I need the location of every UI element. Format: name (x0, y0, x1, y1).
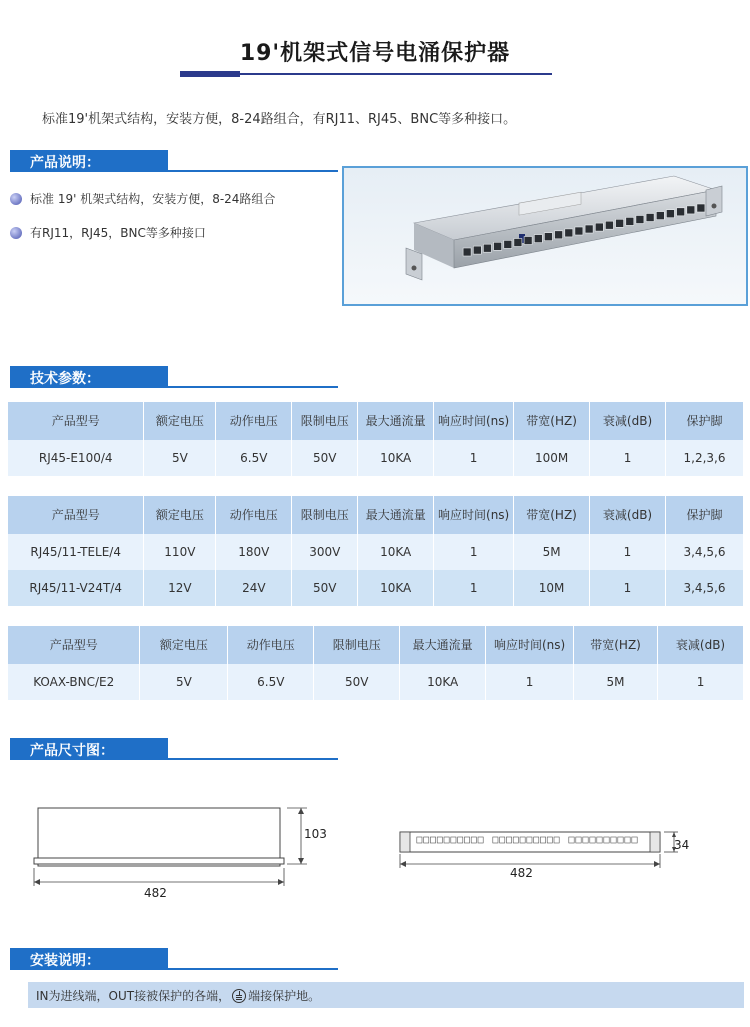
table-header-cell: 最大通流量 (400, 626, 486, 664)
table-cell: 5V (144, 440, 216, 476)
rj45-port-icon (483, 244, 491, 252)
table-row (8, 534, 744, 570)
front-port-icon (554, 837, 559, 843)
ground-icon (232, 989, 246, 1003)
rj45-port-icon (646, 214, 654, 222)
front-port-icon (540, 837, 545, 843)
table-cell: RJ45/11-TELE/4 (8, 534, 144, 570)
table-cell: 1 (590, 570, 666, 606)
table-cell: 1 (658, 664, 744, 700)
table-header-cell: 衰减(dB) (590, 402, 666, 440)
front-port-icon (424, 837, 429, 843)
front-view-drawing (392, 828, 692, 878)
table-cell: 50V (314, 664, 400, 700)
table-cell: 10KA (358, 570, 434, 606)
table-header-cell: 最大通流量 (358, 496, 434, 534)
front-port-icon (625, 837, 630, 843)
table-header-row (8, 402, 744, 440)
bullet-dot-icon (10, 227, 22, 239)
table-cell: 5M (574, 664, 658, 700)
table-cell: 1 (590, 440, 666, 476)
front-port-icon (464, 837, 469, 843)
table-cell: 100M (514, 440, 590, 476)
table-header-cell: 动作电压 (228, 626, 314, 664)
front-port-icon (478, 837, 483, 843)
side-view-drawing (25, 800, 325, 900)
front-port-icon (520, 837, 525, 843)
table-header-cell: 额定电压 (140, 626, 228, 664)
table-header-cell: 带宽(HZ) (574, 626, 658, 664)
table-cell: 5M (514, 534, 590, 570)
table-cell: 1 (434, 534, 514, 570)
table-header-cell: 响应时间(ns) (434, 402, 514, 440)
table-header-cell: 响应时间(ns) (434, 496, 514, 534)
table-header-cell: 最大通流量 (358, 402, 434, 440)
intro-text: 标准19'机架式结构，安装方便，8-24路组合，有RJ11、RJ45、BNC等多种接口。 (42, 112, 517, 127)
rj45-port-icon (463, 248, 471, 256)
rj45-port-icon (555, 231, 563, 239)
front-port-icon (583, 837, 588, 843)
table-cell: 24V (216, 570, 292, 606)
section-params-title: 技术参数： (30, 371, 100, 387)
table-cell: 12V (144, 570, 216, 606)
front-port-icon (547, 837, 552, 843)
table-header-cell: 动作电压 (216, 402, 292, 440)
table-cell: 1 (590, 534, 666, 570)
title-underline-accent (180, 71, 240, 77)
rj45-port-icon (616, 219, 624, 227)
rj45-port-icon (544, 233, 552, 241)
rj45-port-icon (677, 208, 685, 216)
page-title: 19'机架式信号电涌保护器 (239, 41, 511, 66)
table-cell: 110V (144, 534, 216, 570)
rj45-port-icon (524, 237, 532, 245)
front-port-icon (471, 837, 476, 843)
table-header-cell: 衰减(dB) (590, 496, 666, 534)
table-header-cell: 额定电压 (144, 402, 216, 440)
table-row (8, 664, 744, 700)
section-params-header (10, 366, 340, 388)
rj45-port-icon (504, 240, 512, 248)
description-bullet (10, 224, 206, 241)
table-cell: 1 (434, 440, 514, 476)
rj45-port-icon (595, 223, 603, 231)
rj45-port-icon (626, 217, 634, 225)
rj45-port-icon (514, 239, 522, 247)
front-port-icon (451, 837, 456, 843)
front-port-icon (618, 837, 623, 843)
table-header-cell: 产品型号 (8, 496, 144, 534)
install-text-before: IN为进线端，OUT接被保护的各端， (36, 989, 231, 1003)
table-cell: RJ45-E100/4 (8, 440, 144, 476)
table-header-cell: 衰减(dB) (658, 626, 744, 664)
front-width-label: 482 (510, 866, 533, 880)
section-dimensions-title: 产品尺寸图： (30, 743, 114, 759)
table-header-cell: 限制电压 (314, 626, 400, 664)
rj45-port-icon (473, 246, 481, 254)
front-port-icon (597, 837, 602, 843)
table-cell: 3,4,5,6 (665, 534, 743, 570)
table-cell: 10KA (358, 440, 434, 476)
rj45-port-icon (687, 206, 695, 214)
table-cell: 10KA (400, 664, 486, 700)
side-width-label: 482 (144, 886, 167, 900)
front-port-icon (430, 837, 435, 843)
description-bullet (10, 190, 275, 207)
table-header-cell: 产品型号 (8, 402, 144, 440)
table-header-row (8, 496, 744, 534)
table-cell: 10M (514, 570, 590, 606)
rj45-port-icon (666, 210, 674, 218)
table-header-row (8, 626, 744, 664)
spec-table-3 (8, 626, 744, 700)
table-cell: RJ45/11-V24T/4 (8, 570, 144, 606)
table-header-cell: 带宽(HZ) (514, 496, 590, 534)
front-port-icon (611, 837, 616, 843)
table-cell: 1 (486, 664, 574, 700)
rj45-port-icon (605, 221, 613, 229)
table-cell: 10KA (358, 534, 434, 570)
front-port-icon (437, 837, 442, 843)
front-port-icon (534, 837, 539, 843)
table-cell: 1,2,3,6 (665, 440, 743, 476)
front-port-icon (458, 837, 463, 843)
table-header-cell: 限制电压 (292, 402, 358, 440)
front-port-icon (569, 837, 574, 843)
table-header-cell: 响应时间(ns) (486, 626, 574, 664)
section-dimensions-header (10, 738, 340, 760)
rj45-port-icon (534, 235, 542, 243)
table-header-cell: 产品型号 (8, 626, 140, 664)
table-row (8, 440, 744, 476)
table-header-cell: 保护脚 (665, 496, 743, 534)
table-cell: 5V (140, 664, 228, 700)
product-photo (342, 166, 748, 306)
description-bullet-text: 标准 19' 机架式结构，安装方便，8-24路组合 (30, 192, 276, 206)
rj45-port-icon (585, 225, 593, 233)
install-text-after: 端接保护地。 (248, 989, 321, 1003)
front-height-label: 34 (674, 838, 690, 852)
front-port-icon (576, 837, 581, 843)
rj45-port-icon (656, 212, 664, 220)
table-cell: 300V (292, 534, 358, 570)
bullet-dot-icon (10, 193, 22, 205)
spec-table-1 (8, 402, 744, 476)
side-height-label: 103 (304, 827, 327, 841)
table-cell: 6.5V (228, 664, 314, 700)
rack-unit-illustration (344, 168, 746, 304)
front-port-icon (417, 837, 422, 843)
front-port-icon (513, 837, 518, 843)
section-install-title: 安装说明： (30, 953, 100, 969)
table-header-cell: 带宽(HZ) (514, 402, 590, 440)
front-port-icon (493, 837, 498, 843)
front-port-icon (444, 837, 449, 843)
table-row (8, 570, 744, 606)
section-description-title: 产品说明： (30, 155, 100, 171)
front-port-icon (506, 837, 511, 843)
front-port-icon (604, 837, 609, 843)
rj45-port-icon (575, 227, 583, 235)
front-port-icon (500, 837, 505, 843)
table-header-cell: 限制电压 (292, 496, 358, 534)
table-cell: 3,4,5,6 (665, 570, 743, 606)
rj45-port-icon (565, 229, 573, 237)
table-cell: 1 (434, 570, 514, 606)
front-port-icon (590, 837, 595, 843)
table-cell: KOAX-BNC/E2 (8, 664, 140, 700)
table-cell: 180V (216, 534, 292, 570)
front-port-icon (527, 837, 532, 843)
table-header-cell: 动作电压 (216, 496, 292, 534)
section-install-header (10, 948, 340, 970)
description-bullet-text: 有RJ11，RJ45，BNC等多种接口 (30, 226, 206, 240)
rj45-port-icon (697, 204, 705, 212)
section-description-header (10, 150, 340, 172)
table-cell: 50V (292, 440, 358, 476)
table-cell: 6.5V (216, 440, 292, 476)
rj45-port-icon (494, 242, 502, 250)
spec-table-2 (8, 496, 744, 606)
table-header-cell: 保护脚 (665, 402, 743, 440)
rj45-port-icon (636, 216, 644, 224)
table-cell: 50V (292, 570, 358, 606)
install-text (36, 987, 320, 1004)
front-port-icon (632, 837, 637, 843)
table-header-cell: 额定电压 (144, 496, 216, 534)
